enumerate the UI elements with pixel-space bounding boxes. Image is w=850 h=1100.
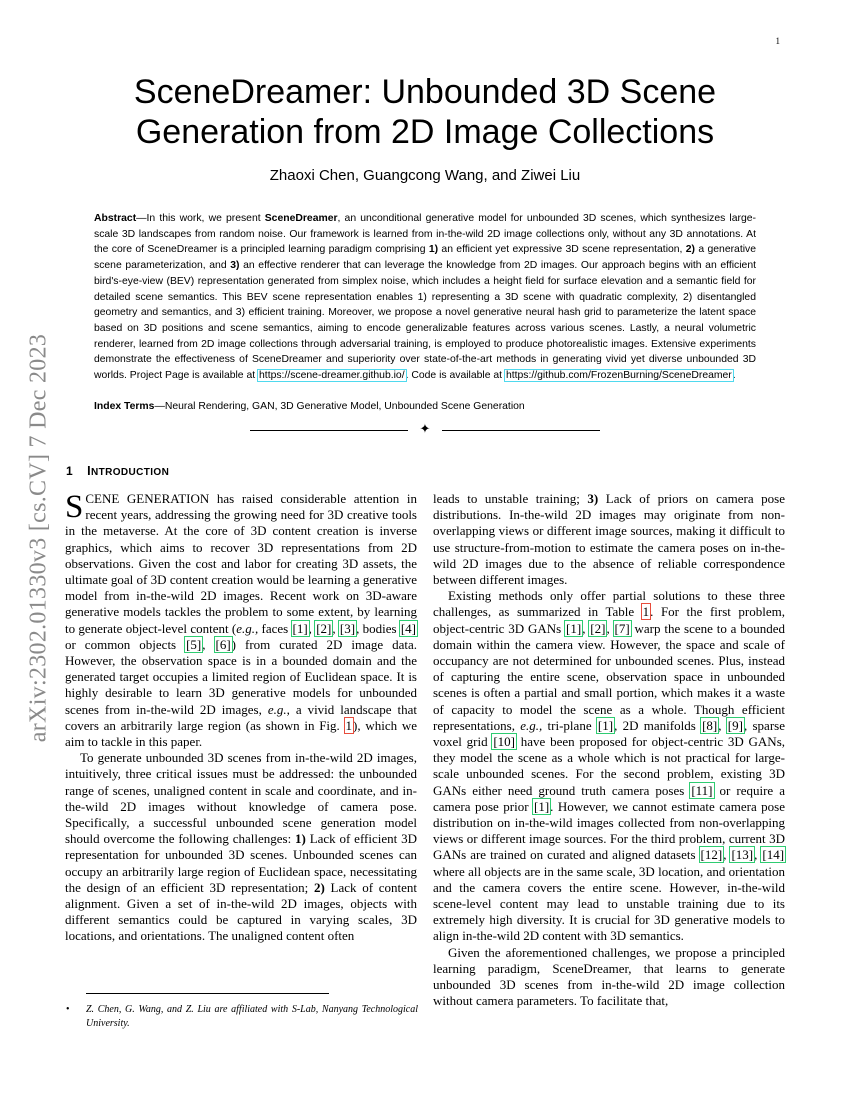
footnote-rule [86,993,329,994]
section-divider [250,423,600,437]
right-column: leads to unstable training; 3) Lack of priors on camera pose distributions. In-the-wild 2D images may originate from non-overlapping views or different image sources, making it difficult to use structure-from-motion to estimate the camera poses on in-the-wild 2D images due to the absence of reliable correspondence between different images. Existing methods only offer partial solutions to these three challenges, as summarized in Table 1. For the first problem, object-centric 3D GANs [1], [2], [7] warp the scene to a bounded domain within the camera view. However, the space and scale of occupancy are not determined for unbounded scenes. Plus, instead of capturing the entire scene, observation space in unbounded scenes is often a partial and small portion, which makes it a waste of capacity to model the scene as a whole. Though efficient representations, e.g., tri-plane [1], 2D manifolds [8], [9], sparse voxel grid [10] have been proposed for object-centric 3D GANs, they model the scene as a whole which is not practical for large-scale unbounded scenes. For the second problem, existing 3D GANs either need ground truth camera poses [11] or require a camera pose prior [1]. However, we cannot estimate camera pose distribution on in-the-wild images collected from non-overlapping views or different image sources. For the third problem, current 3D GANs are trained on curated and aligned datasets [12], [13], [14] where all objects are in the same scale, 3D location, and orientation and the camera covers the entire scene. However, in-the-wild scene-level content may lead to unstable training due to its extremely high diversity. It is crucial for 3D generative models to align in-the-wild 2D content with 3D semantics. Given the aforementioned challenges, we propose a principled learning paradigm, SceneDreamer, that learns to generate unbounded 3D scenes from in-the-wild 2D image collection without camera parameters. To facilitate that, [433,491,786,1009]
citation-link[interactable]: [4] [400,620,416,636]
citation-link[interactable]: [1] [566,620,582,636]
table-link[interactable]: 1 [642,604,650,620]
section-heading: 1 INTRODUCTION [66,464,170,478]
citation-link[interactable]: [1] [597,717,614,733]
citation-link[interactable]: [2] [590,620,606,636]
authors: Zhaoxi Chen, Guangcong Wang, and Ziwei Liu [269,167,581,184]
page-number: 1 [775,36,780,46]
citation-link[interactable]: [10] [493,734,516,750]
citation-link[interactable]: [14] [762,847,785,863]
bullet-icon: • [66,1004,70,1015]
citation-link[interactable]: [12] [700,847,723,863]
citation-link[interactable]: [13] [731,847,754,863]
citation-link[interactable]: [9] [727,717,743,733]
divider-star-icon: ✦ [419,421,431,436]
citation-link[interactable]: [1] [534,798,550,814]
footnote: • Z. Chen, G. Wang, and Z. Liu are affiliated with S-Lab, Nanyang Technological University. [66,1004,418,1029]
arxiv-stamp: arXiv:2302.01330v3 [cs.CV] 7 Dec 2023 [25,333,52,743]
citation-link[interactable]: [6] [215,636,231,652]
citation-link[interactable]: [11] [691,782,713,798]
index-terms: Index Terms—Neural Rendering, GAN, 3D Generative Model, Unbounded Scene Generation [94,401,525,412]
paper-title: SceneDreamer: Unbounded 3D Scene Generation from 2D Image Collections [133,73,717,151]
drop-cap: S [65,489,84,525]
citation-link[interactable]: [1] [292,620,308,636]
citation-link[interactable]: [5] [186,636,202,652]
figure-link[interactable]: 1 [345,717,353,733]
left-column: SCENE GENERATION has raised considerable attention in recent years, addressing the growing need for 3D creative tools in the metaverse. At the core of 3D content creation is inverse graphics, which aims to recover 3D representations from 2D observations. Given the cost and labor for creating 3D assets, the ultimate goal of 3D content creation would be learning a generative model from in-the-wild 2D images. Recent work on 3D-aware generative models tackles the problem to some extent, by learning to generate object-level content (e.g., faces [1], [2], [3], bodies [4] or common objects [5], [6]) from curated 2D image data. However, the observation space is in a bounded domain and the generated target occupies a limited region of Euclidean space. It is highly desirable to learn 3D generative models for unbounded scenes from in-the-wild 2D images, e.g., a vivid landscape that covers an arbitrarily large region (as shown in Fig. 1), which we aim to tackle in this paper. To generate unbounded 3D scenes from in-the-wild 2D images, intuitively, three critical issues must be addressed: the unbounded range of scenes, unaligned content in scale and coordinate, and in-the-wild 2D images without knowledge of camera pose. Specifically, a successful unbounded scene generation model should overcome the following challenges: 1) Lack of efficient 3D representation for unbounded 3D scenes. Unbounded scenes can occupy an arbitrarily large region of Euclidean space, necessitating the design of an efficient 3D representation; 2) Lack of content alignment. Given a set of in-the-wild 2D images, objects with different semantics could be captured in varying scales, 3D locations, and orientations. The unaligned content often [65,489,418,944]
citation-link[interactable]: [3] [339,620,356,636]
citation-link[interactable]: [8] [702,717,718,733]
citation-link[interactable]: [2] [316,620,332,636]
project-page-link[interactable]: https://scene-dreamer.github.io/ [259,370,405,382]
code-link[interactable]: https://github.com/FrozenBurning/SceneDreamer [505,370,732,382]
citation-link[interactable]: [7] [614,620,630,636]
abstract: Abstract—In this work, we present SceneDreamer, an unconditional generative model for unbounded 3D scenes, which synthesizes large-scale 3D landscapes from random noise. Our framework is learned from in-the-wild 2D image collections only, without any 3D annotations. At the core of SceneDreamer is a principled learning paradigm comprising 1) an efficient yet expressive 3D scene representation, 2) a generative scene parameterization, and 3) an effective renderer that can leverage the knowledge from 2D images. Our approach begins with an efficient bird's-eye-view (BEV) representation generated from simplex noise, which includes a height field for surface elevation and a semantic field for detailed scene semantics. This BEV scene representation enables 1) representing a 3D scene with quadratic complexity, 2) disentangled geometry and semantics, and 3) efficient training. Moreover, we propose a novel generative neural hash grid to parameterize the latent space based on 3D positions and scene semantics, aiming to encode generalizable features across various scenes. Lastly, a neural volumetric renderer, learned from 2D image collections through adversarial training, is employed to produce photorealistic images. Extensive experiments demonstrate the effectiveness of SceneDreamer and superiority over state-of-the-art methods in generating vivid yet diverse unbounded 3D worlds. Project Page is available at https://scene-dreamer.github.io/. Code is available at https://github.com/FrozenBurning/SceneDreamer. [94,213,757,382]
